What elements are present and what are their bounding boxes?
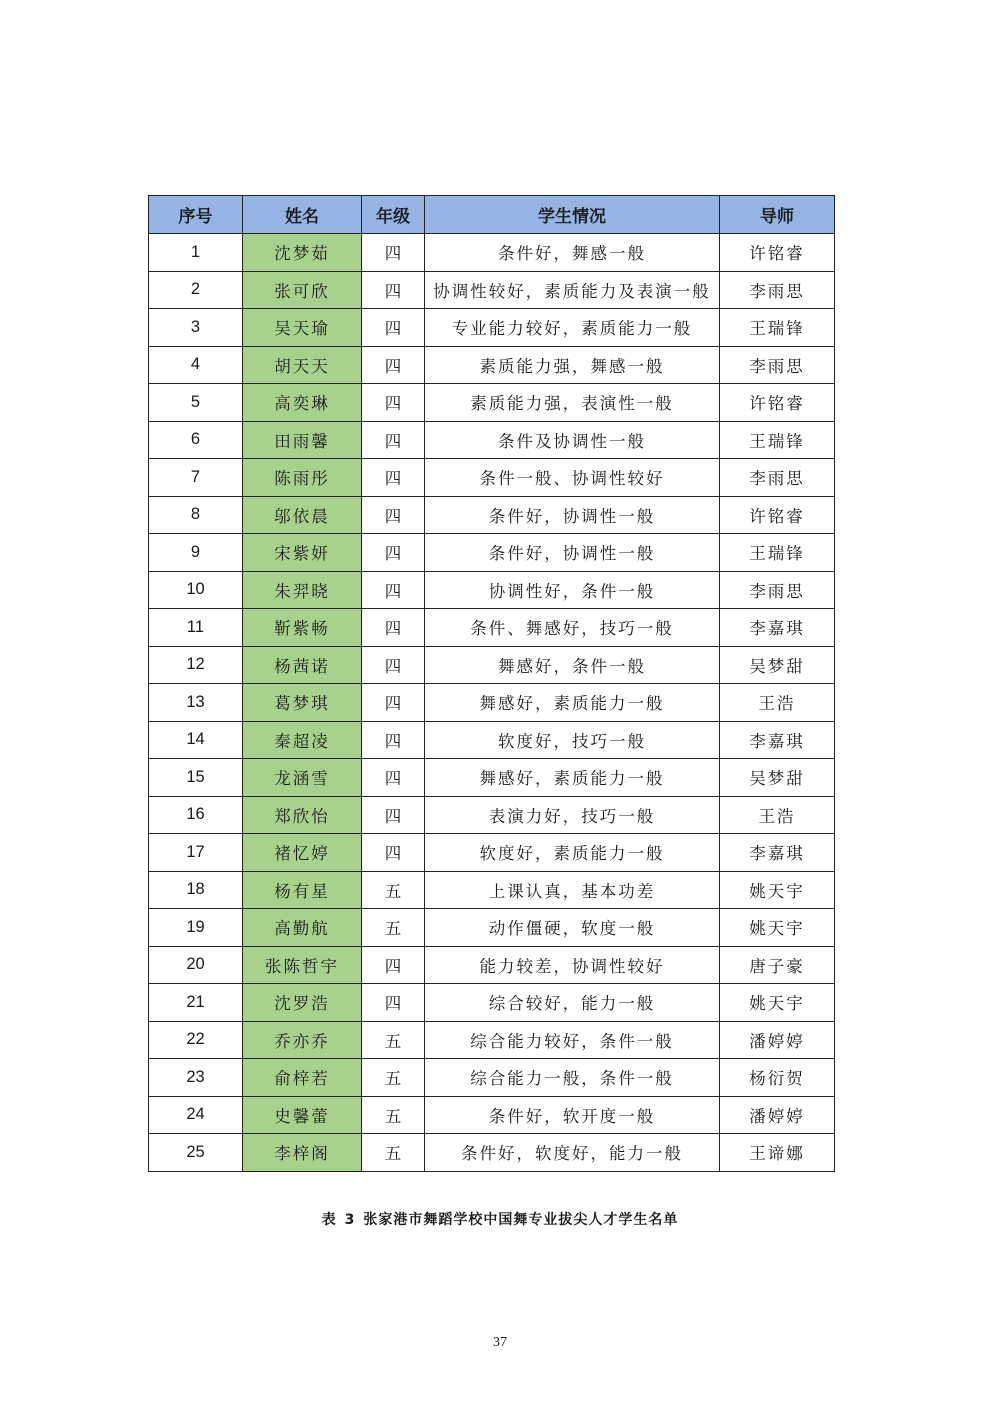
student-roster-table xyxy=(148,195,835,1172)
cell-mentor: 李雨思 xyxy=(720,346,835,384)
table-row xyxy=(149,759,835,797)
cell-student-name: 史馨蕾 xyxy=(243,1096,362,1134)
cell-student-situation: 舞感好，素质能力一般 xyxy=(425,759,720,797)
cell-grade: 四 xyxy=(362,984,425,1022)
cell-student-name: 高奕琳 xyxy=(243,384,362,422)
student-table-container xyxy=(148,195,834,1172)
header-grade: 年级 xyxy=(362,196,425,234)
cell-grade: 五 xyxy=(362,1096,425,1134)
cell-student-situation: 综合能力一般，条件一般 xyxy=(425,1059,720,1097)
cell-mentor: 王瑞锋 xyxy=(720,309,835,347)
table-row xyxy=(149,946,835,984)
cell-student-situation: 条件好，软度好，能力一般 xyxy=(425,1134,720,1172)
cell-mentor: 潘婷婷 xyxy=(720,1021,835,1059)
cell-serial-number: 4 xyxy=(149,346,243,384)
cell-student-name: 胡天天 xyxy=(243,346,362,384)
cell-mentor: 王浩 xyxy=(720,796,835,834)
cell-mentor: 潘婷婷 xyxy=(720,1096,835,1134)
cell-student-situation: 能力较差，协调性较好 xyxy=(425,946,720,984)
cell-grade: 四 xyxy=(362,759,425,797)
table-row xyxy=(149,834,835,872)
cell-mentor: 王谛娜 xyxy=(720,1134,835,1172)
cell-serial-number: 11 xyxy=(149,609,243,647)
cell-student-name: 李梓阁 xyxy=(243,1134,362,1172)
header-name: 姓名 xyxy=(243,196,362,234)
cell-grade: 四 xyxy=(362,384,425,422)
cell-grade: 四 xyxy=(362,796,425,834)
table-row xyxy=(149,496,835,534)
cell-mentor: 李嘉琪 xyxy=(720,721,835,759)
table-row xyxy=(149,796,835,834)
cell-student-name: 吴天瑜 xyxy=(243,309,362,347)
table-row xyxy=(149,609,835,647)
cell-student-name: 龙涵雪 xyxy=(243,759,362,797)
table-row xyxy=(149,271,835,309)
header-serial-number: 序号 xyxy=(149,196,243,234)
cell-serial-number: 25 xyxy=(149,1134,243,1172)
cell-student-situation: 软度好，素质能力一般 xyxy=(425,834,720,872)
cell-student-situation: 条件、舞感好，技巧一般 xyxy=(425,609,720,647)
cell-mentor: 王瑞锋 xyxy=(720,421,835,459)
table-caption xyxy=(0,1209,1000,1229)
cell-mentor: 王浩 xyxy=(720,684,835,722)
cell-mentor: 吴梦甜 xyxy=(720,646,835,684)
table-row xyxy=(149,234,835,272)
caption-label: 表 xyxy=(321,1212,337,1228)
cell-mentor: 李雨思 xyxy=(720,459,835,497)
cell-grade: 四 xyxy=(362,459,425,497)
cell-serial-number: 8 xyxy=(149,496,243,534)
table-row xyxy=(149,646,835,684)
table-row xyxy=(149,871,835,909)
cell-student-name: 沈梦茹 xyxy=(243,234,362,272)
table-body xyxy=(149,234,835,1172)
caption-number: 3 xyxy=(344,1212,356,1228)
page-number: 37 xyxy=(493,1335,507,1350)
cell-mentor: 许铭睿 xyxy=(720,384,835,422)
table-row xyxy=(149,909,835,947)
table-row xyxy=(149,984,835,1022)
table-row xyxy=(149,571,835,609)
cell-serial-number: 22 xyxy=(149,1021,243,1059)
header-mentor: 导师 xyxy=(720,196,835,234)
cell-serial-number: 6 xyxy=(149,421,243,459)
cell-student-name: 田雨馨 xyxy=(243,421,362,459)
cell-grade: 四 xyxy=(362,271,425,309)
table-row xyxy=(149,721,835,759)
table-row xyxy=(149,1021,835,1059)
cell-serial-number: 24 xyxy=(149,1096,243,1134)
cell-student-situation: 条件好，舞感一般 xyxy=(425,234,720,272)
table-row xyxy=(149,1134,835,1172)
cell-mentor: 李嘉琪 xyxy=(720,609,835,647)
cell-student-name: 郑欣怡 xyxy=(243,796,362,834)
cell-student-situation: 条件好，协调性一般 xyxy=(425,496,720,534)
cell-grade: 四 xyxy=(362,684,425,722)
table-row xyxy=(149,384,835,422)
cell-grade: 四 xyxy=(362,646,425,684)
table-row xyxy=(149,684,835,722)
cell-serial-number: 19 xyxy=(149,909,243,947)
cell-student-situation: 表演力好，技巧一般 xyxy=(425,796,720,834)
table-row xyxy=(149,309,835,347)
cell-serial-number: 12 xyxy=(149,646,243,684)
cell-student-name: 朱羿晓 xyxy=(243,571,362,609)
cell-mentor: 许铭睿 xyxy=(720,234,835,272)
cell-serial-number: 14 xyxy=(149,721,243,759)
cell-grade: 四 xyxy=(362,421,425,459)
cell-serial-number: 13 xyxy=(149,684,243,722)
cell-student-name: 沈罗浩 xyxy=(243,984,362,1022)
cell-mentor: 李雨思 xyxy=(720,271,835,309)
cell-mentor: 唐子豪 xyxy=(720,946,835,984)
cell-serial-number: 10 xyxy=(149,571,243,609)
cell-student-name: 乔亦乔 xyxy=(243,1021,362,1059)
cell-student-name: 张陈哲宇 xyxy=(243,946,362,984)
cell-serial-number: 9 xyxy=(149,534,243,572)
cell-grade: 四 xyxy=(362,534,425,572)
cell-mentor: 姚天宇 xyxy=(720,909,835,947)
cell-student-situation: 协调性较好，素质能力及表演一般 xyxy=(425,271,720,309)
table-header-row xyxy=(149,196,835,234)
cell-serial-number: 2 xyxy=(149,271,243,309)
cell-student-situation: 条件好，协调性一般 xyxy=(425,534,720,572)
header-student-situation: 学生情况 xyxy=(425,196,720,234)
cell-mentor: 李雨思 xyxy=(720,571,835,609)
cell-grade: 五 xyxy=(362,1021,425,1059)
cell-grade: 四 xyxy=(362,346,425,384)
cell-grade: 四 xyxy=(362,834,425,872)
table-row xyxy=(149,421,835,459)
cell-serial-number: 21 xyxy=(149,984,243,1022)
cell-grade: 五 xyxy=(362,1059,425,1097)
cell-student-situation: 软度好，技巧一般 xyxy=(425,721,720,759)
cell-mentor: 王瑞锋 xyxy=(720,534,835,572)
cell-mentor: 杨衍贺 xyxy=(720,1059,835,1097)
cell-student-situation: 舞感好，素质能力一般 xyxy=(425,684,720,722)
table-row xyxy=(149,1096,835,1134)
cell-student-name: 张可欣 xyxy=(243,271,362,309)
cell-grade: 五 xyxy=(362,909,425,947)
table-row xyxy=(149,534,835,572)
cell-grade: 五 xyxy=(362,871,425,909)
cell-student-situation: 动作僵硬，软度一般 xyxy=(425,909,720,947)
cell-serial-number: 17 xyxy=(149,834,243,872)
cell-student-name: 高勤航 xyxy=(243,909,362,947)
cell-student-name: 宋紫妍 xyxy=(243,534,362,572)
caption-text: 张家港市舞蹈学校中国舞专业拔尖人才学生名单 xyxy=(363,1212,679,1228)
cell-serial-number: 16 xyxy=(149,796,243,834)
cell-mentor: 姚天宇 xyxy=(720,871,835,909)
cell-serial-number: 1 xyxy=(149,234,243,272)
cell-student-name: 邬依晨 xyxy=(243,496,362,534)
cell-student-situation: 条件一般、协调性较好 xyxy=(425,459,720,497)
cell-student-name: 秦超凌 xyxy=(243,721,362,759)
cell-serial-number: 20 xyxy=(149,946,243,984)
cell-serial-number: 15 xyxy=(149,759,243,797)
cell-grade: 四 xyxy=(362,309,425,347)
cell-mentor: 姚天宇 xyxy=(720,984,835,1022)
cell-grade: 四 xyxy=(362,721,425,759)
cell-serial-number: 5 xyxy=(149,384,243,422)
cell-student-name: 葛梦琪 xyxy=(243,684,362,722)
cell-student-situation: 综合能力较好，条件一般 xyxy=(425,1021,720,1059)
cell-student-name: 杨有星 xyxy=(243,871,362,909)
cell-serial-number: 7 xyxy=(149,459,243,497)
cell-student-situation: 协调性好，条件一般 xyxy=(425,571,720,609)
cell-student-situation: 素质能力强，表演性一般 xyxy=(425,384,720,422)
table-row xyxy=(149,459,835,497)
cell-mentor: 许铭睿 xyxy=(720,496,835,534)
cell-grade: 四 xyxy=(362,609,425,647)
cell-student-situation: 专业能力较好，素质能力一般 xyxy=(425,309,720,347)
cell-student-situation: 条件好，软开度一般 xyxy=(425,1096,720,1134)
cell-student-situation: 舞感好，条件一般 xyxy=(425,646,720,684)
cell-student-name: 褚忆婷 xyxy=(243,834,362,872)
table-row xyxy=(149,1059,835,1097)
table-row xyxy=(149,346,835,384)
cell-student-situation: 素质能力强，舞感一般 xyxy=(425,346,720,384)
cell-student-name: 靳紫畅 xyxy=(243,609,362,647)
cell-student-situation: 综合较好，能力一般 xyxy=(425,984,720,1022)
cell-serial-number: 3 xyxy=(149,309,243,347)
cell-student-situation: 条件及协调性一般 xyxy=(425,421,720,459)
cell-student-name: 杨茜诺 xyxy=(243,646,362,684)
cell-grade: 四 xyxy=(362,571,425,609)
cell-mentor: 李嘉琪 xyxy=(720,834,835,872)
cell-grade: 四 xyxy=(362,496,425,534)
cell-serial-number: 18 xyxy=(149,871,243,909)
cell-grade: 五 xyxy=(362,1134,425,1172)
cell-student-name: 俞梓若 xyxy=(243,1059,362,1097)
cell-student-name: 陈雨彤 xyxy=(243,459,362,497)
cell-student-situation: 上课认真，基本功差 xyxy=(425,871,720,909)
cell-serial-number: 23 xyxy=(149,1059,243,1097)
cell-grade: 四 xyxy=(362,234,425,272)
cell-mentor: 吴梦甜 xyxy=(720,759,835,797)
cell-grade: 四 xyxy=(362,946,425,984)
